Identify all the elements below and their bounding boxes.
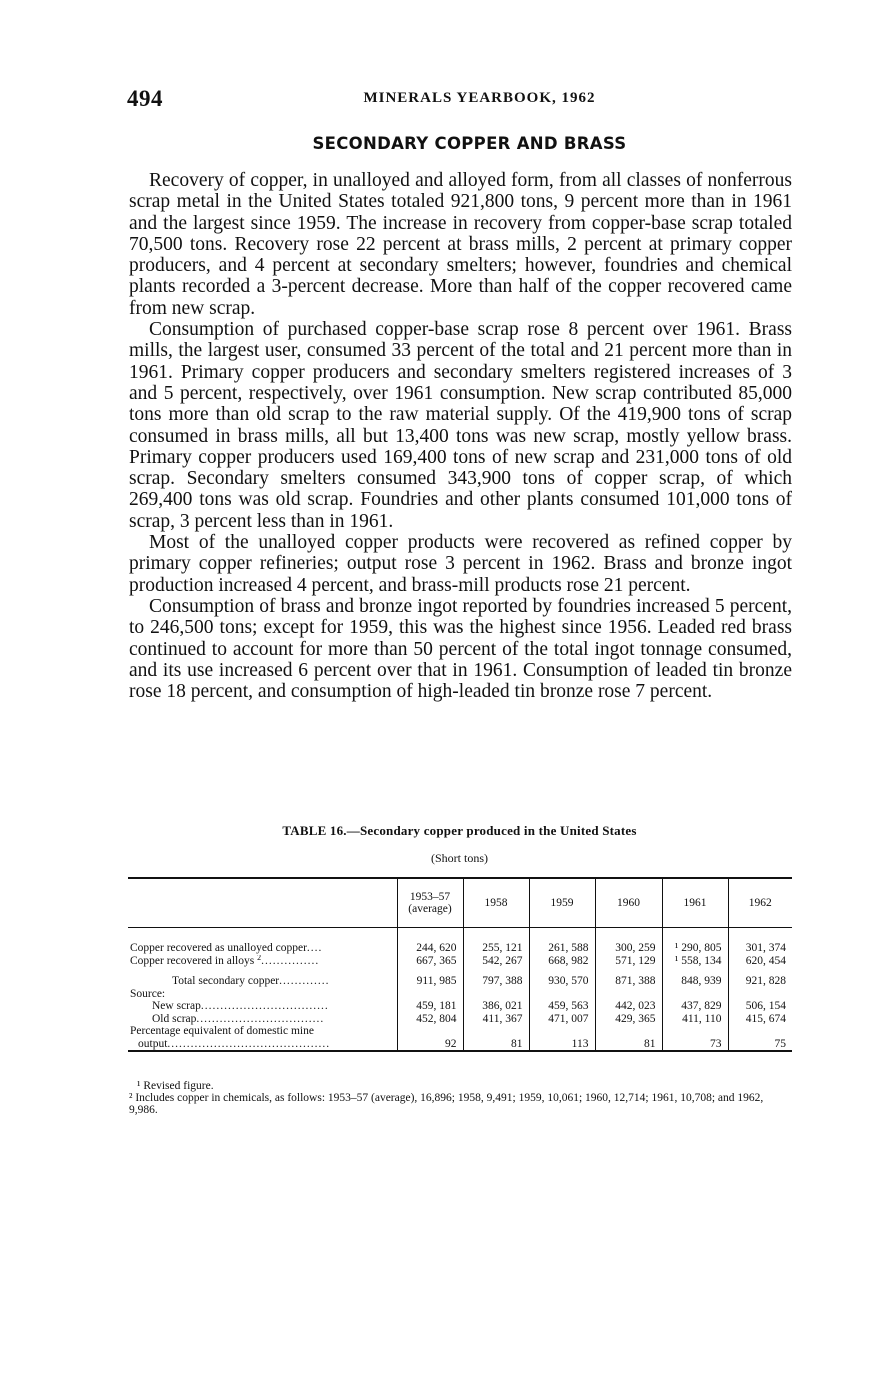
column-header: 1960 [595, 878, 662, 928]
table-cell: 411, 367 [463, 1013, 529, 1026]
row-label: Percentage equivalent of domestic mine [130, 1025, 314, 1037]
column-header: 1958 [463, 878, 529, 928]
table-cell: 506, 154 [728, 1000, 792, 1013]
table-cell: 571, 129 [595, 955, 662, 968]
table-cell: 261, 588 [529, 942, 595, 955]
table-cell: 442, 023 [595, 1000, 662, 1013]
table-cell: 921, 828 [728, 975, 792, 988]
footnote: ¹ Revised figure. [137, 1080, 214, 1092]
table-cell: 848, 939 [662, 975, 728, 988]
table-cell: 75 [728, 1038, 792, 1052]
table-row [128, 1013, 792, 1026]
table-cell: 255, 121 [463, 942, 529, 955]
table-cell: 620, 454 [728, 955, 792, 968]
table-cell: 301, 374 [728, 942, 792, 955]
running-title: MINERALS YEARBOOK, 1962 [363, 90, 596, 106]
table-cell: 244, 620 [397, 942, 463, 955]
row-label: Copper recovered as unalloyed copper.... [130, 942, 323, 954]
table-cell: 797, 388 [463, 975, 529, 988]
paragraph: Recovery of copper, in unalloyed and alloyed form, from all classes of nonferrous scrap metal in the United States totaled 921,800 tons, 9 percent more than in 1961 and the largest since 1959. The increase in recovery from copper-base scrap totaled 70,500 tons. Recovery rose 22 percent at brass mills, 2 percent at primary copper producers, and 4 percent at secondary smelters; however, foundries and chemical plants recorded a 3-percent decrease. More than half of the copper recovered came from new scrap. [129, 170, 792, 319]
table-cell: 452, 804 [397, 1013, 463, 1026]
table-spacer [128, 967, 792, 975]
table-cell: 386, 021 [463, 1000, 529, 1013]
table-cell: 668, 982 [529, 955, 595, 968]
table-cell: ¹ 558, 134 [662, 955, 728, 968]
table-row [128, 1025, 792, 1038]
table-cell: 542, 267 [463, 955, 529, 968]
paragraph: Consumption of purchased copper-base scrap rose 8 percent over 1961. Brass mills, the largest user, consumed 33 percent of the total and 21 percent more than in 1961. Primary copper producers and secondary smelters registered increases of 3 and 5 percent, respectively, over 1961 consumption. New scrap contributed 85,000 tons more than old scrap to the raw material supply. Of the 419,900 tons of scrap consumed in brass mills, all but 13,400 tons was new scrap, mostly yellow brass. Primary copper producers used 169,400 tons of new scrap and 231,000 tons of old scrap. Secondary smelters consumed 343,900 tons of copper scrap, of which 269,400 tons was old scrap. Foundries and other plants consumed 101,000 tons of scrap, 3 percent less than in 1961. [129, 319, 792, 532]
table-spacer [128, 928, 792, 943]
footnotes [129, 1080, 792, 1116]
table-header-row [128, 878, 792, 928]
column-header: 1961 [662, 878, 728, 928]
table-row [128, 1038, 792, 1052]
table-row [128, 955, 792, 968]
row-label: Old scrap................................. [152, 1012, 325, 1025]
body-text [129, 170, 792, 702]
table-cell: 667, 365 [397, 955, 463, 968]
row-label: New scrap................................. [152, 1000, 329, 1012]
row-label: Total secondary copper............. [172, 975, 330, 987]
table-row [128, 1000, 792, 1013]
footnote-marker: 2 [257, 954, 262, 962]
paragraph: Consumption of brass and bronze ingot reported by foundries increased 5 percent, to 246,500 tons; except for 1959, this was the highest since 1956. Leaded red brass continued to account for more than 50 percent of the total ingot tonnage consumed, and its use increased 6 percent over that in 1961. Consumption of leaded tin bronze rose 18 percent, and consumption of high-leaded tin bronze rose 7 percent. [129, 595, 792, 703]
paragraph: Most of the unalloyed copper products were recovered as refined copper by primary copper refineries; output rose 3 percent in 1962. Brass and bronze ingot production increased 4 percent, and brass-mill products rose 21 percent. [129, 532, 792, 596]
table-cell: 113 [529, 1038, 595, 1052]
running-head [127, 86, 792, 116]
table-row [128, 975, 792, 988]
table-cell: 300, 259 [595, 942, 662, 955]
row-label: output.......................................... [128, 1038, 397, 1052]
table-cell: 81 [595, 1038, 662, 1052]
table-cell: 930, 570 [529, 975, 595, 988]
table-cell: 871, 388 [595, 975, 662, 988]
table-cell: 415, 674 [728, 1013, 792, 1026]
page-number: 494 [127, 86, 163, 111]
secondary-copper-table [128, 877, 792, 1052]
column-header: 1959 [529, 878, 595, 928]
table-cell: 471, 007 [529, 1013, 595, 1026]
table-cell: 92 [397, 1038, 463, 1052]
table-caption: TABLE 16.—Secondary copper produced in the United States [282, 823, 637, 838]
table-cell: 437, 829 [662, 1000, 728, 1013]
table-row [128, 942, 792, 955]
table-cell: ¹ 290, 805 [662, 942, 728, 955]
stub-header [128, 878, 397, 928]
footnote: ² Includes copper in chemicals, as follows: 1953–57 (average), 16,896; 1958, 9,491; 1959, 10,061; 1960, 12,714; 1961, 10,708; and 1962, 9,986. [129, 1092, 764, 1116]
table-cell: 459, 181 [397, 1000, 463, 1013]
table-cell: 429, 365 [595, 1013, 662, 1026]
row-label: Source: [130, 987, 166, 1000]
table-cell: 459, 563 [529, 1000, 595, 1013]
table-cell: 411, 110 [662, 1013, 728, 1026]
table-row [128, 988, 792, 1001]
table-cell: 81 [463, 1038, 529, 1052]
row-label: Copper recovered in alloys $^2$............... [130, 954, 320, 967]
table-cell: 911, 985 [397, 975, 463, 988]
section-title: SECONDARY COPPER AND BRASS [312, 134, 627, 153]
table-cell: 73 [662, 1038, 728, 1052]
column-header: 1962 [728, 878, 792, 928]
column-header: 1953–57 (average) [397, 878, 463, 928]
table-units: (Short tons) [431, 851, 488, 865]
